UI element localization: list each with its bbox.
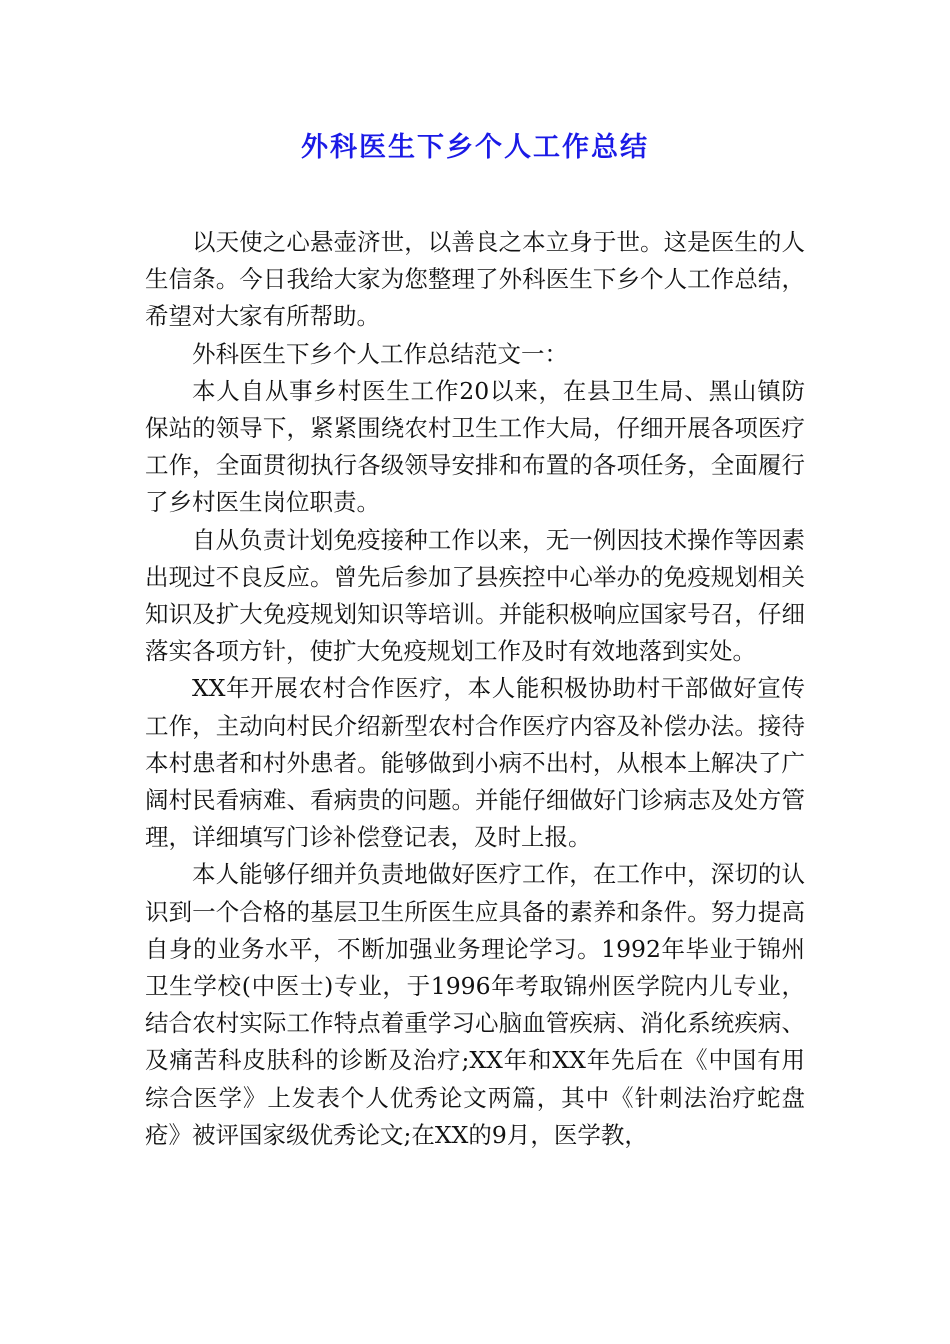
- paragraph-intro: 以天使之心悬壶济世，以善良之本立身于世。这是医生的人生信条。今日我给大家为您整理了外科医生下乡个人工作总结，希望对大家有所帮助。: [145, 228, 805, 331]
- paragraph-professional-study: 本人能够仔细并负责地做好医疗工作，在工作中，深切的认识到一个合格的基层卫生所医生应具备的素养和条件。努力提高自身的业务水平，不断加强业务理论学习。1992年毕业于锦州卫生学校(中医士)专业，于1996年考取锦州医学院内儿专业，结合农村实际工作特点着重学习心脑血管疾病、消化系统疾病、及痛苦科皮肤科的诊断及治疗;XX年和XX年先后在《中国有用综合医学》上发表个人优秀论文两篇，其中《针刺法治疗蛇盘疮》被评国家级优秀论文;在XX的9月，医学教，: [145, 860, 805, 1149]
- document-body: [145, 224, 805, 1154]
- paragraph-background: 本人自从事乡村医生工作20以来，在县卫生局、黑山镇防保站的领导下，紧紧围绕农村卫生工作大局，仔细开展各项医疗工作，全面贯彻执行各级领导安排和布置的各项任务，全面履行了乡村医生岗位职责。: [145, 376, 805, 517]
- paragraph-cooperative-medical: XX年开展农村合作医疗，本人能积极协助村干部做好宣传工作，主动向村民介绍新型农村合作医疗内容及补偿办法。接待本村患者和村外患者。能够做到小病不出村，从根本上解决了广阔村民看病难、看病贵的问题。并能仔细做好门诊病志及处方管理，详细填写门诊补偿登记表，及时上报。: [145, 674, 805, 852]
- paragraph-subheading: 外科医生下乡个人工作总结范文一：: [192, 339, 568, 368]
- paragraph-immunization: 自从负责计划免疫接种工作以来，无一例因技术操作等因素出现过不良反应。曾先后参加了县疾控中心举办的免疫规划相关知识及扩大免疫规划知识等培训。并能积极响应国家号召，仔细落实各项方针，使扩大免疫规划工作及时有效地落到实处。: [145, 525, 805, 666]
- document-title: 外科医生下乡个人工作总结: [301, 132, 649, 163]
